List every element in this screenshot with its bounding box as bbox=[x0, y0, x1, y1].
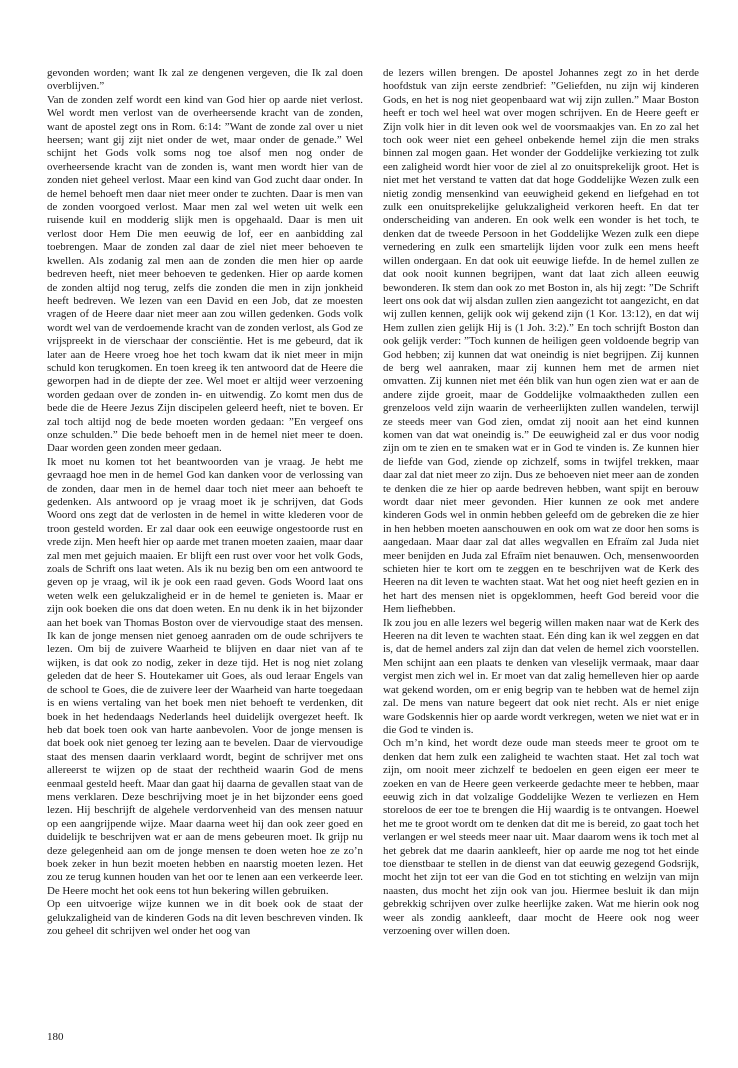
page-number: 180 bbox=[47, 1031, 64, 1043]
paragraph: de lezers willen brengen. De apostel Johannes zegt zo in het derde hoofdstuk van zijn eerste zendbrief: ”Geliefden, nu zijn wij kinderen Gods, en het is nog niet geopenbaard wat wij zijn zullen.” Maar Boston heeft er toch wel heel wat over mogen schrijven. En de Heere geeft er Zijn volk hier in dit leven ook wel de voorsmaakjes van. En zo zal het toch ook weer niet een geheel onbekende hemel zijn die men straks binnen zal mogen gaan. Het wonder der Goddelijke verkiezing tot zulk een zaligheid wordt hier voor de ziel al zo onuitsprekelijk groot. Het is niet met het verstand te vatten dat dat hoge Goddelijke Wezen zulk een nietig zondig mensenkind van eeuwigheid gekend en liefgehad en tot zulk een onuitsprekelijke gelukzaligheid verkoren heeft. En dat ter onderscheiding van anderen. En ook welk een wonder is het toch, te denken dat de tweede Persoon in het Goddelijke Wezen zulk een diepe vernedering en zulk een smartelijk lijden voor zulk een mens heeft willen ondergaan. En dat ook uit eeuwige liefde. In de hemel zullen ze dat ook nooit kunnen begrijpen, want dat laat zich alleen eeuwig bewonderen. Ik stem dan ook zo met Boston in, als hij zegt: ”De Schrift leert ons ook dat wij alsdan zullen zien aangezicht tot aangezicht, en dat wij zullen kennen, gelijk ook wij gekend zijn (1 Kor. 13:12), en dat wij Hem zullen zien gelijk Hij is (1 Joh. 3:2).” En toch schrijft Boston dan ook gelijk verder: ”Toch kunnen de heiligen geen voldoende begrip van God hebben; zij kunnen dat wat oneindig is niet begrijpen. Zij kunnen de berg wel aanraken, maar zij kunnen hem met de armen niet omvatten. Zij kunnen niet met één blik van hun ogen zien wat er aan de andere zijde groeit, maar de Goddelijke volmaaktheden zullen een grenzeloos veld zijn waarin de verheerlijkten zullen wandelen, terwijl ze steeds meer van God zien, omdat zij nooit aan het eind kunnen komen van dat wat oneindig is.” De eeuwigheid zal er dus voor nodig zijn om te zien en te smaken wat er in God te vinden is. Ze kunnen hier de liefde van God, ziende op zichzelf, soms in twijfel trekken, maar daar zal dat niet meer zo zijn. Dus ze behoeven niet meer aan de zonden te denken die ze hier op aarde bedreven hebben, want spijt en berouw wordt daar niet meer gevonden. Hier kunnen ze ook met andere kinderen Gods wel in onmin hebben geleefd om de gebreken die ze hier in hen hebben moeten aanschouwen en ook om wat ze door hen soms is aangedaan. Maar daar zal dat alles wegvallen en Efraïm zal Juda niet meer benijden en Juda zal Efraïm niet benauwen. Och, mensenwoorden schieten hier te kort om te zeggen en te beschrijven wat de Kerk des Heeren na dit leven te wachten staat. Wat het oog niet heeft gezien en in het hart des mensen niet is opgeklommen, heeft God bereid voor die Hem liefhebben. bbox=[383, 67, 699, 616]
right-column bbox=[383, 67, 699, 938]
paragraph: Ik zou jou en alle lezers wel begerig willen maken naar wat de Kerk des Heeren na dit leven te wachten staat. Eén ding kan ik wel zeggen en dat is, dat de hemel anders zal zijn dan dat velen de hemel zich voorstellen. Men schijnt aan een plaats te denken van vleselijk vermaak, maar daar vergist men zich wel in. Er moet van dat zalig hemelleven hier op aarde wat gekend worden, om er enig begrip van te hebben wat de hemel zijn zal. De mens van nature begeert dat ook niet recht. Als er niet enige ware Godskennis hier op aarde wordt verkregen, weten we niet wat er in die God te vinden is. bbox=[383, 616, 700, 736]
paragraph: Och m’n kind, het wordt deze oude man steeds meer te groot om te denken dat hem zulk een zaligheid te wachten staat. Het zal toch wat zijn, om nooit meer zichzelf te bedoelen en geen eigen eer meer te zoeken en van de Heere geen verkeerde gedachte meer te hebben, maar eeuwig zich in dat volzalige Goddelijke Wezen te verliezen en Hem storeloos de eer toe te brengen die Hij waardig is te ontvangen. Hoewel het me te groot wordt om te denken dat dit me is bereid, zo gaat toch het verlangen er wel steeds meer naar uit. Maar daarom wens ik toch met al het gebrek dat me daarin aankleeft, hier op aarde me nog tot het einde toe dienstbaar te stellen in de dienst van dat eeuwig gezegend Godsrijk, mocht het zijn tot eer van die God en tot stichting en welzijn van mijn naasten, dus mocht het zijn ook van jou. Hiermee besluit ik dan mijn gebrekkig schrijven over zulke heerlijke zaken. Wat me hierin ook nog weer als zondig aankleeft, daar mocht de Heere ook nog weer verzoening over willen doen. bbox=[383, 737, 699, 937]
paragraph: Op een uitvoerige wijze kunnen we in dit boek ook de staat der gelukzaligheid van de kinderen Gods na dit leven beschreven vinden. Ik zou geheel dit schrijven wel onder het oog van bbox=[47, 898, 363, 937]
left-column bbox=[47, 67, 363, 938]
paragraph: gevonden worden; want Ik zal ze dengenen vergeven, die Ik zal doen overblijven.” bbox=[47, 67, 363, 93]
paragraph: Ik moet nu komen tot het beantwoorden van je vraag. Je hebt me gevraagd hoe men in de hemel God kan danken voor de verlossing van de zonden, daar men in de hemel daar toch niet meer aan behoeft te gedenken. Als antwoord op je vraag moet ik je schrijven, dat Gods Woord ons zegt dat de verlosten in de hemel in witte klederen voor de troon gesteld worden. Er zal daar ook een eeuwige ongestoorde rust en vrede zijn. Men heeft hier op aarde met tranen moeten zaaien, maar daar zal men met gejuich maaien. Er blijft een rust over voor het volk Gods, zoals de Schrift ons laat weten. Als ik nu bezig ben om een antwoord te geven op je vraag, wil ik je ook een raad geven. Gods Woord laat ons weten welk een gelukzaligheid er in de hemel te genieten is. Maar er zijn ook boeken die ons dat doen weten. En nu denk ik in het bijzonder aan het boek van Thomas Boston over de viervoudige staat des mensen. Ik kan de jonge mensen niet genoeg aanraden om de oude schrijvers te lezen. Om bij de zuivere Waarheid te blijven en daar niet van af te wijken, is dat ook zo nodig, zeker in deze tijd. Het is nog niet zolang geleden dat de heer S. Houtekamer uit Goes, als oud leraar Engels van de school te Goes, die de zuivere leer der Waarheid van harte toegedaan is en wiens vertaling van het boek men niet behoeft te verdenken, dit boek in het hedendaags Nederlands heel duidelijk overgezet heeft. Ik heb dat boek toen ook van harte aanbevolen. Voor de jonge mensen is dat boek ook niet genoeg ter lezing aan te bevelen. Daar de viervoudige staat des mensen daarin verklaard wordt, begint de schrijver met ons allereerst te wijzen op de staat der rechtheid waarin God de mens eenmaal gesteld heeft. Maar dan gaat hij daarna de gevallen staat van de mens verklaren. Deze beschrijving moet je in het bijzonder eens goed lezen. Hij beschrijft de algehele verdorvenheid van des mensen natuur op een aangrijpende wijze. Maar daarna weet hij dan ook zeer goed en duidelijk te beschrijven wat er aan de mens gebeuren moet. Ik grijp nu deze gelegenheid aan om de jonge mensen te doen weten hoe ze zo’n boek zeker in hun bezit moeten hebben en naarstig moeten lezen. Het zou ze terug kunnen houden van het oor te lenen aan een verkeerde leer. De Heere mocht het ook eens tot hun bekering willen gebruiken. bbox=[47, 455, 363, 897]
paragraph: Van de zonden zelf wordt een kind van God hier op aarde niet verlost. Wel wordt men verlost van de overheersende kracht van de zonden, want de apostel zegt ons in Rom. 6:14: ”Want de zonde zal over u niet heersen; want gij zijt niet onder de wet, maar onder de genade.” Wel schijnt het Gods volk soms nog toe alsof men nog onder de overheersende kracht van de zonden is, want men wordt hier van de zonden niet geheel verlost. Maar een kind van God zucht daar onder. In de hemel behoeft men daar niet meer onder te zuchten. Daar is men van de zonden voorgoed verlost. Maar men zal wel weten uit welk een ruisende kuil en modderig slijk men is opgehaald. Daar is men uit verlost door Hem Die men eeuwig de lof, eer en aanbidding zal toebrengen. Maar de zonden zal daar de ziel niet meer behoeven te kwellen. Als zodanig zal men aan de zonden die men hier op aarde bedreven heeft, niet meer behoeven te gedenken. Hier op aarde komen de zonden altijd nog terug, zelfs die zonden die men in zijn jonkheid heeft bedreven. We lezen van een David en een Job, dat ze moesten vragen of de Heere daar niet meer aan zou willen gedenken. Gods volk wordt wel van de verdoemende kracht van de zonden verlost, als God ze vrijspreekt in de vierschaar der consciëntie. Het is me gebeurd, dat ik later aan de Heere vroeg hoe het toch kwam dat ik niet meer in mijn schuld kon terugkomen. En toen kreeg ik ten antwoord dat de Heere die geworpen had in de diepte der zee. Wel moet er altijd weer verzoening worden gedaan over de zonden in- en uitwendig. Zo komt men dus de bede die de Heere Jezus Zijn discipelen geleerd heeft, niet te boven. Er zal toch altijd nog de bede moeten worden gedaan: ”En vergeef ons onze schulden.” Die bede behoeft men in de hemel niet meer te doen. Daar worden geen zonden meer gedaan. bbox=[47, 93, 364, 455]
